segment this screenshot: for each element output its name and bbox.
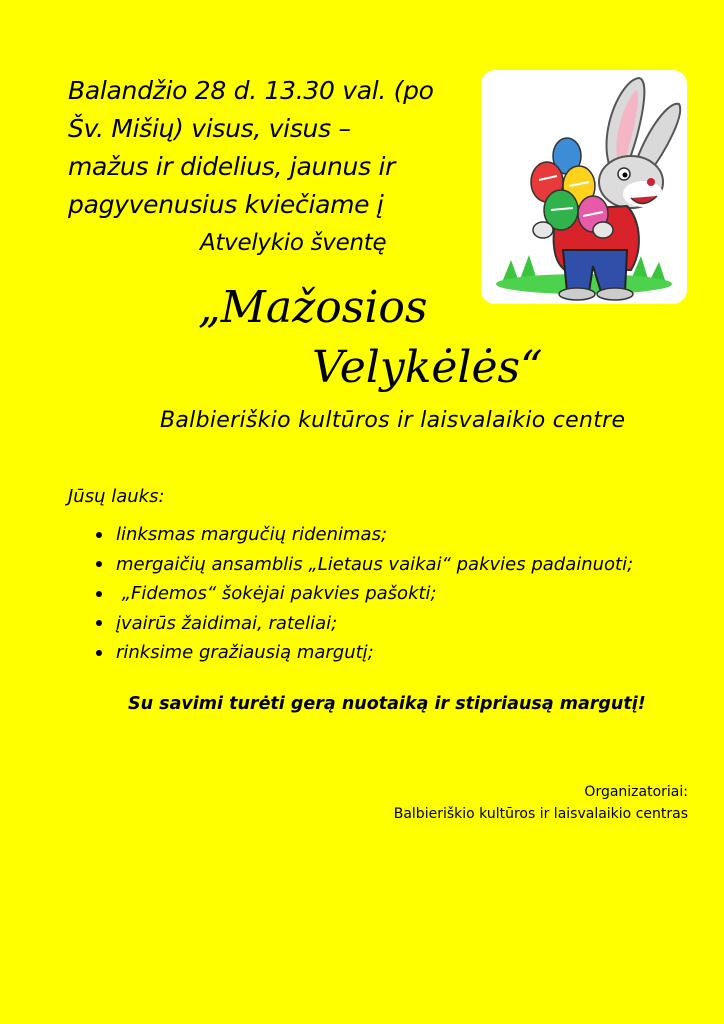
list-item bbox=[96, 579, 633, 609]
invitation-line: pagyvenusius kviečiame į bbox=[68, 190, 384, 219]
event-title-line-2: Velykėlės“ bbox=[312, 342, 543, 393]
list-item bbox=[96, 550, 633, 580]
invitation-line: Balandžio 28 d. 13.30 val. (po bbox=[68, 76, 434, 105]
slogan-text: Su savimi turėti gerą nuotaiką ir stipriausą margutį! bbox=[128, 694, 646, 714]
list-item-text: linksmas margučių ridenimas; bbox=[116, 524, 388, 545]
event-title-line-1: „Mažosios bbox=[198, 282, 428, 333]
bullet-icon bbox=[96, 591, 102, 597]
program-heading: Jūsų lauks: bbox=[68, 486, 165, 507]
list-item bbox=[96, 609, 633, 639]
list-item bbox=[96, 638, 633, 668]
venue-text: Balbieriškio kultūros ir laisvalaikio centre bbox=[160, 408, 626, 433]
bullet-icon bbox=[96, 532, 102, 538]
invitation-line: Atvelykio šventę bbox=[200, 230, 387, 256]
list-item-text: įvairūs žaidimai, rateliai; bbox=[116, 612, 338, 634]
invitation-text bbox=[68, 72, 468, 262]
organizers-label: Organizatoriai: bbox=[584, 784, 688, 800]
program-list bbox=[96, 520, 633, 668]
bullet-icon bbox=[96, 620, 102, 626]
easter-bunny-icon bbox=[481, 70, 687, 304]
list-item bbox=[96, 520, 633, 550]
list-item-text: „Fidemos“ šokėjai pakvies pašokti; bbox=[116, 583, 437, 604]
list-item-text: rinksime gražiausią margutį; bbox=[116, 642, 374, 663]
organizers-name: Balbieriškio kultūros ir laisvalaikio centras bbox=[393, 806, 688, 822]
bullet-icon bbox=[96, 650, 102, 656]
invitation-line: mažus ir didelius, jaunus ir bbox=[68, 152, 396, 181]
list-item-text: mergaičių ansamblis „Lietaus vaikai“ pakvies padainuoti; bbox=[116, 553, 634, 575]
bullet-icon bbox=[96, 561, 102, 567]
invitation-line: Šv. Mišių) visus, visus – bbox=[68, 114, 351, 143]
